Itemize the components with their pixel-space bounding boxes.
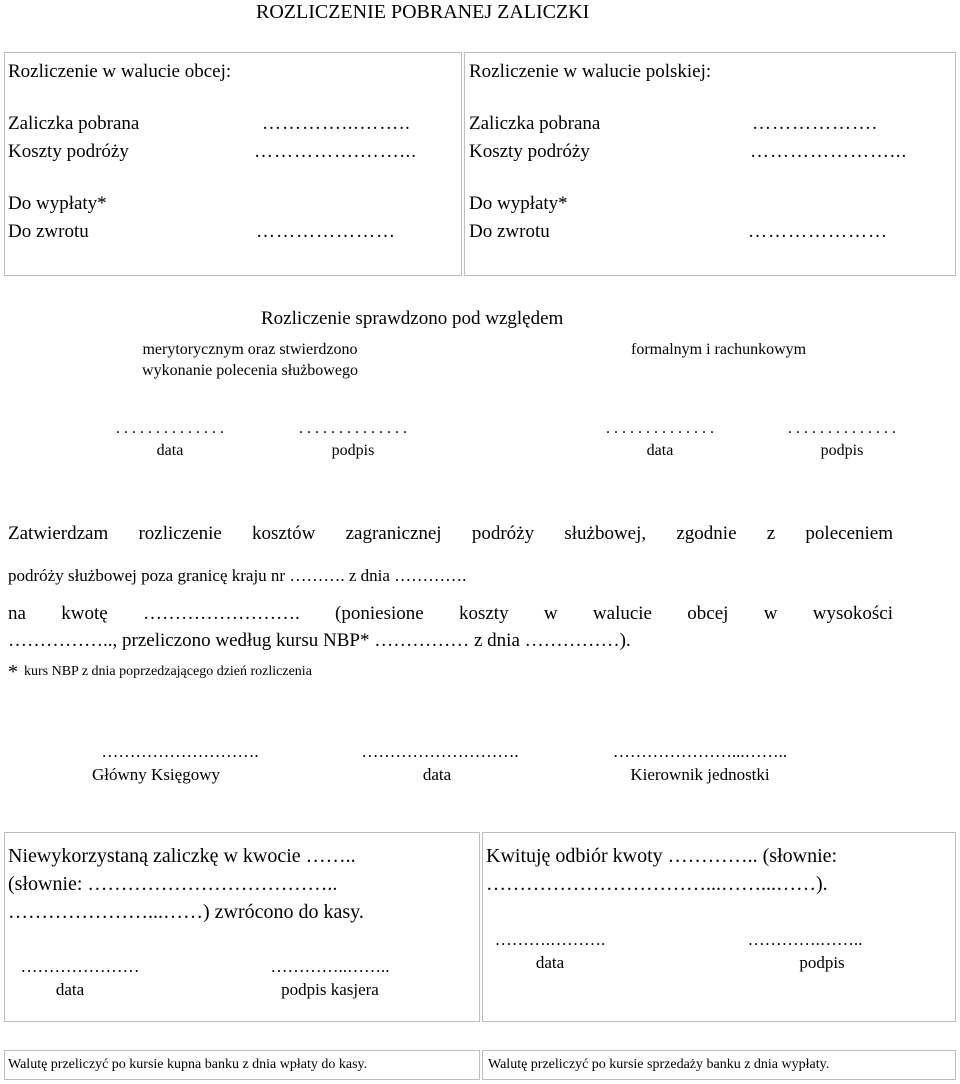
receipt-sign-label: podpis: [799, 953, 845, 972]
foreign-advance-value[interactable]: …………...……..: [262, 113, 411, 134]
polish-heading: Rozliczenie w walucie polskiej:: [469, 61, 712, 82]
approval-line1: Zatwierdzam rozliczenie kosztów zagranicznej podróży służbowej, zgodnie z poleceniem: [8, 523, 893, 544]
unit-head-label: Kierownik jednostki: [630, 765, 770, 784]
signature-date-dots[interactable]: ……………………….: [361, 742, 519, 761]
foreign-payout-label: Do wypłaty*: [8, 193, 107, 214]
verification-sign2-dots[interactable]: . . . . . . . . . . . . . .: [788, 420, 896, 437]
verification-formal-label: formalnym i rachunkowym: [631, 341, 807, 358]
verification-heading: Rozliczenie sprawdzono pod względem: [261, 308, 564, 329]
foreign-refund-value[interactable]: …………………: [256, 221, 396, 242]
polish-costs-label: Koszty podróży: [469, 141, 590, 162]
approval-line4: …………….., przeliczono według kursu NBP* …………… z dnia ……………).: [8, 630, 631, 651]
verification-date2-label: data: [646, 442, 674, 459]
approval-line3: na kwotę ……………………. (poniesione koszty w walucie obcej w wysokości: [8, 603, 893, 624]
foreign-costs-value[interactable]: …………….……...: [254, 141, 417, 162]
polish-costs-value[interactable]: …………………...: [750, 141, 908, 162]
foreign-advance-label: Zaliczka pobrana: [8, 113, 140, 134]
polish-refund-value[interactable]: …………………: [748, 221, 888, 242]
polish-payout-label: Do wypłaty*: [469, 193, 568, 214]
verification-substantive-line1: merytorycznym oraz stwierdzono: [142, 341, 358, 358]
polish-advance-value[interactable]: ……………….: [752, 113, 878, 134]
verification-sign1-dots[interactable]: . . . . . . . . . . . . . .: [299, 420, 407, 437]
cashier-date-label: data: [55, 980, 85, 999]
unused-advance-line1: Niewykorzystaną zaliczkę w kwocie ……..: [8, 845, 356, 867]
polish-advance-label: Zaliczka pobrana: [469, 113, 601, 134]
footer-right-note: Walutę przeliczyć po kursie sprzedaży banku z dnia wypłaty.: [488, 1057, 830, 1072]
foreign-costs-label: Koszty podróży: [8, 141, 129, 162]
verification-date2-dots[interactable]: . . . . . . . . . . . . . .: [606, 420, 714, 437]
approval-line2: podróży służbowej poza granicę kraju nr ………. z dnia ………….: [8, 566, 467, 585]
chief-accountant-label: Główny Księgowy: [92, 765, 220, 784]
receipt-sign-dots[interactable]: ………….……..: [747, 930, 863, 949]
receipt-date-label: data: [535, 953, 565, 972]
receipt-line2: ……………………………...……...……).: [486, 873, 828, 895]
cashier-sign-label: podpis kasjera: [281, 980, 379, 999]
verification-date1-dots[interactable]: . . . . . . . . . . . . . .: [116, 420, 224, 437]
unused-advance-line3: …………………...……) zwrócono do kasy.: [8, 901, 364, 923]
foreign-refund-label: Do zwrotu: [8, 221, 89, 242]
cashier-sign-dots[interactable]: …………..……..: [270, 957, 390, 976]
unit-head-dots[interactable]: …………………...……..: [612, 742, 788, 761]
footer-left-note: Walutę przeliczyć po kursie kupna banku z dnia wpłaty do kasy.: [8, 1057, 368, 1072]
cashier-date-dots[interactable]: …………………: [20, 957, 140, 976]
chief-accountant-dots[interactable]: ……………………….: [101, 742, 259, 761]
verification-sign1-label: podpis: [331, 442, 375, 459]
foreign-heading: Rozliczenie w walucie obcej:: [8, 61, 232, 82]
page-title: ROZLICZENIE POBRANEJ ZALICZKI: [256, 1, 590, 23]
unused-advance-line2: (słownie: ………………………………..: [8, 873, 338, 895]
footnote-text: kurs NBP z dnia poprzedzającego dzień rozliczenia: [24, 664, 312, 679]
polish-refund-label: Do zwrotu: [469, 221, 550, 242]
verification-substantive-line2: wykonanie polecenia służbowego: [142, 362, 358, 379]
verification-sign2-label: podpis: [820, 442, 864, 459]
signature-date-label: data: [422, 765, 452, 784]
receipt-line1: Kwituję odbiór kwoty ………….. (słownie:: [486, 845, 838, 867]
verification-date1-label: data: [156, 442, 184, 459]
receipt-date-dots[interactable]: ……….……….: [494, 930, 606, 949]
footnote-star: *: [8, 661, 18, 683]
